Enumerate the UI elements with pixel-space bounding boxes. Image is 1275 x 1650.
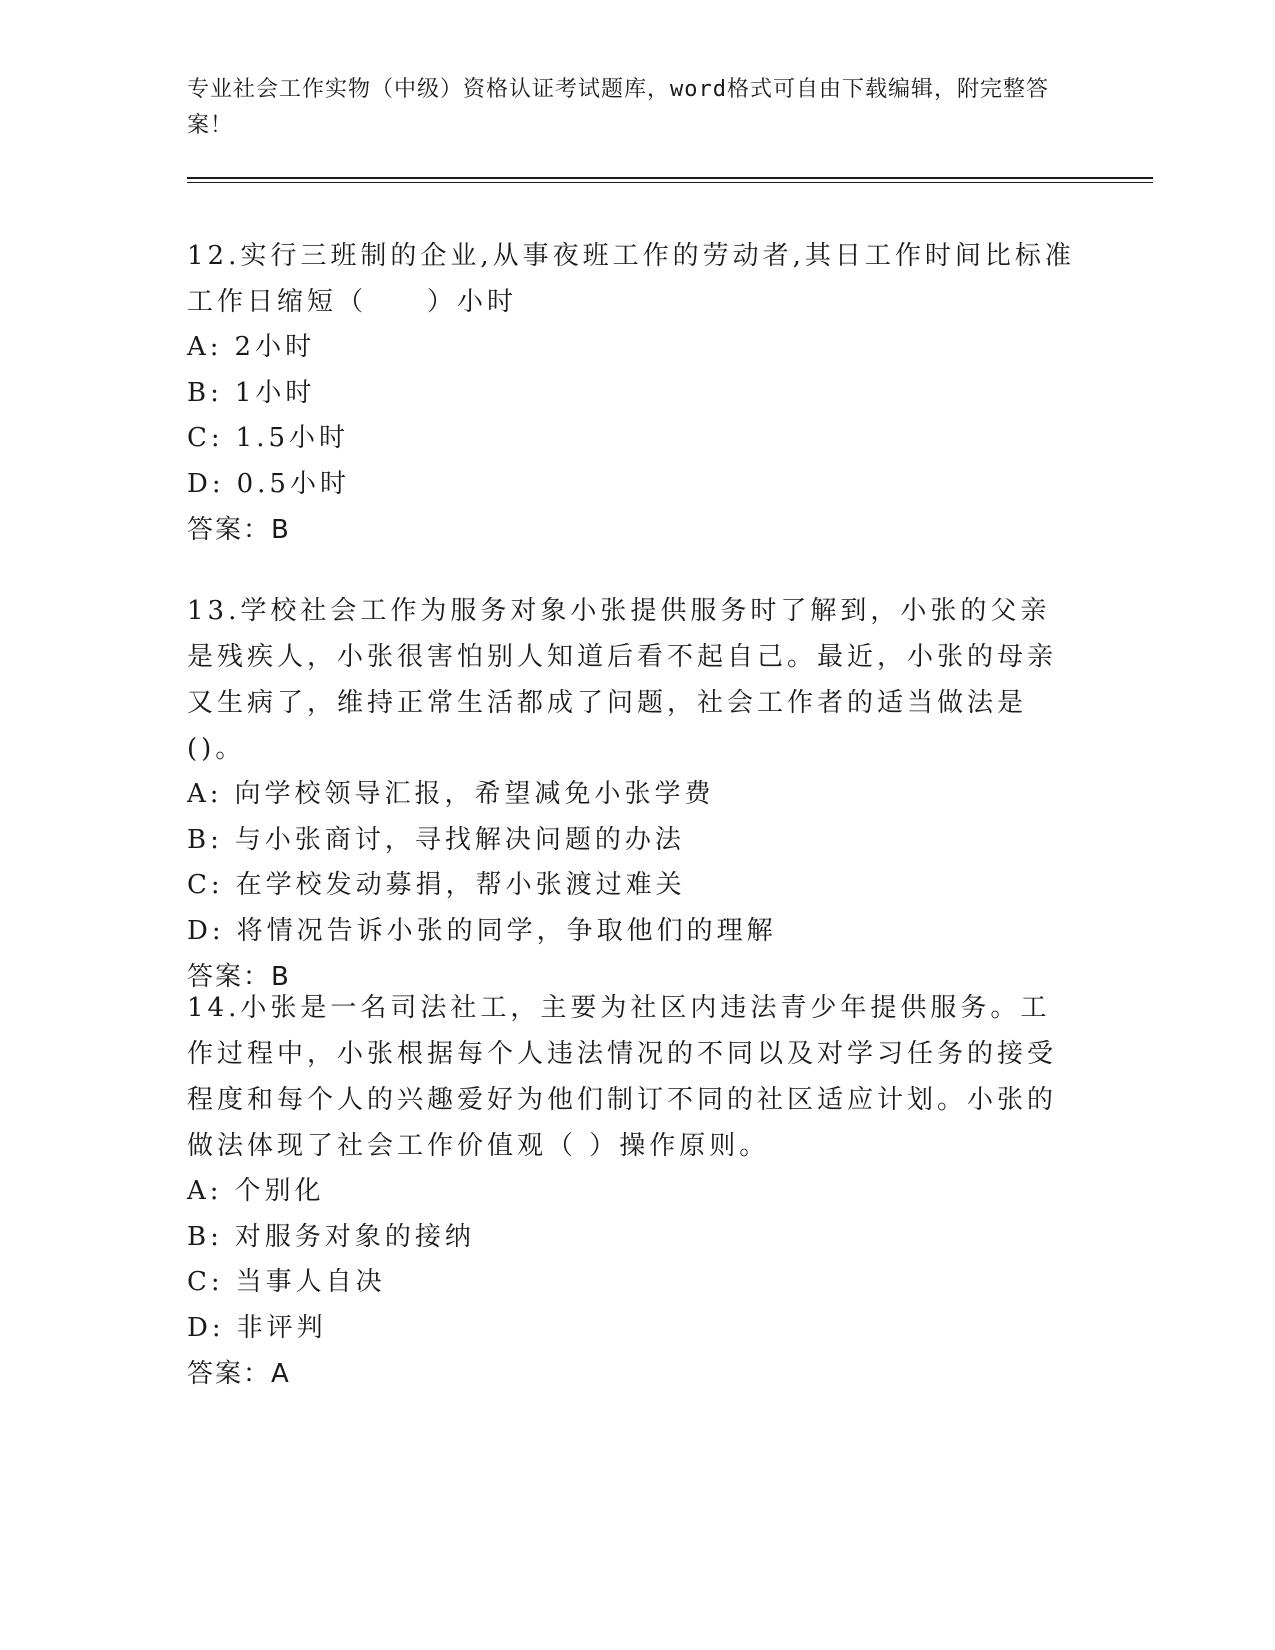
option-b (187, 371, 1077, 417)
option-text: 非评判 (236, 1312, 327, 1343)
header-note: 专业社会工作实物（中级）资格认证考试题库，word格式可自由下载编辑，附完整答案！ (187, 77, 1049, 138)
option-key: B (187, 824, 211, 855)
option-separator: : (210, 377, 223, 408)
option-key: D (187, 1312, 212, 1343)
option-separator: : (211, 915, 225, 946)
option-text: 在学校发动募捐，帮小张渡过难关 (235, 870, 686, 900)
option-text: 2小时 (234, 332, 316, 362)
header-rule-thick (187, 177, 1153, 179)
option-key: A (187, 779, 210, 809)
option-key: B (187, 377, 211, 408)
answer-line: 答案：A (187, 1359, 291, 1389)
option-a (187, 1169, 1077, 1215)
option-text: 1.5小时 (235, 423, 350, 453)
option-key: C (187, 870, 211, 900)
option-b (187, 818, 1077, 864)
option-c (187, 1260, 1077, 1306)
option-separator: : (211, 1312, 225, 1343)
option-text: 当事人自决 (235, 1267, 386, 1297)
option-separator: : (210, 1267, 224, 1297)
answer-line: 答案：B (187, 962, 291, 992)
option-key: A (187, 332, 210, 362)
option-text: 向学校领导汇报，希望减免小张学费 (234, 779, 715, 809)
option-c (187, 863, 1077, 909)
option-text: 1小时 (234, 377, 316, 408)
option-b (187, 1215, 1077, 1261)
option-separator: : (209, 1176, 223, 1206)
option-separator: : (210, 423, 224, 453)
question-stem: 12.实行三班制的企业,从事夜班工作的劳动者,其日工作时间比标准工作日缩短（ ）小时 (187, 241, 1075, 317)
question-14 (187, 985, 1077, 1397)
option-d (187, 909, 1077, 955)
answer-line: 答案：B (187, 515, 291, 545)
option-d (187, 1306, 1077, 1352)
option-key: B (187, 1221, 211, 1252)
option-text: 对服务对象的接纳 (234, 1221, 475, 1252)
question-13 (187, 588, 1077, 1000)
question-stem: 14.小张是一名司法社工，主要为社区内违法青少年提供服务。工作过程中，小张根据每个人违法情况的不同以及对学习任务的接受程度和每个人的兴趣爱好为他们制订不同的社区适应计划。小张的做法体现了社会工作价值观（ ）操作原则。 (187, 993, 1058, 1161)
option-text: 0.5小时 (236, 468, 350, 499)
option-separator: : (210, 1221, 223, 1252)
option-separator: : (210, 870, 224, 900)
question-12 (187, 233, 1077, 553)
option-d (187, 462, 1077, 508)
option-c (187, 416, 1077, 462)
option-separator: : (211, 468, 225, 499)
option-separator: : (209, 779, 223, 809)
question-stem: 13.学校社会工作为服务对象小张提供服务时了解到，小张的父亲是残疾人，小张很害怕别人知道后看不起自己。最近，小张的母亲又生病了，维持正常生活都成了问题，社会工作者的适当做法是()。 (187, 596, 1058, 764)
option-text: 与小张商讨，寻找解决问题的办法 (234, 824, 685, 855)
option-separator: : (209, 332, 223, 362)
option-a (187, 325, 1077, 371)
option-key: D (187, 915, 212, 946)
option-key: C (187, 1267, 211, 1297)
option-key: A (187, 1176, 210, 1206)
option-key: D (187, 468, 212, 499)
option-key: C (187, 423, 211, 453)
option-separator: : (210, 824, 223, 855)
header-rule-thin (187, 182, 1153, 183)
option-a (187, 772, 1077, 818)
option-text: 将情况告诉小张的同学，争取他们的理解 (236, 915, 777, 946)
option-text: 个别化 (234, 1176, 325, 1206)
